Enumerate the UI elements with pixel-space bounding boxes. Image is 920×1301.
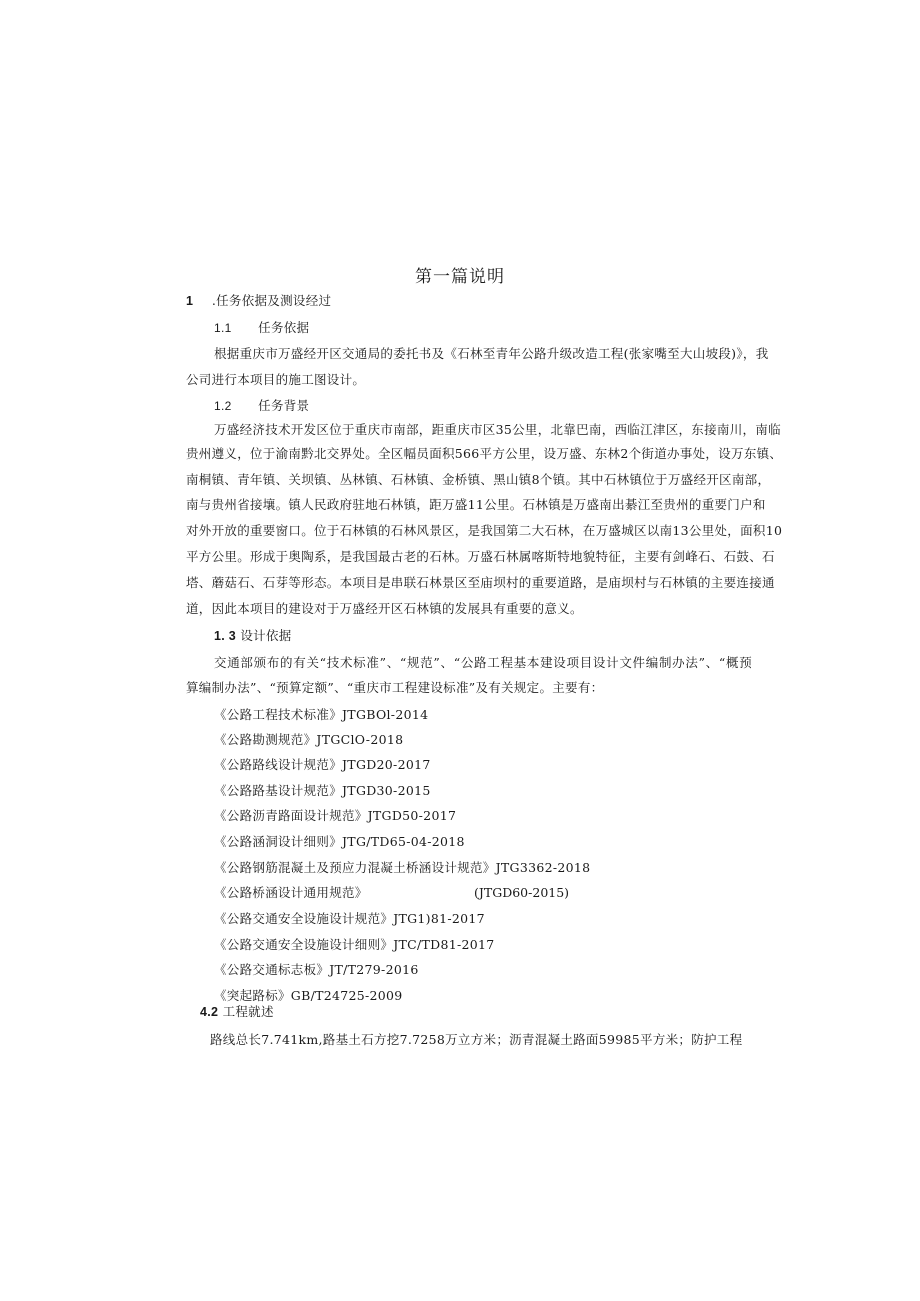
subsection-title: 工程就述 xyxy=(222,1004,274,1019)
subsection-heading-4-2 xyxy=(200,1004,274,1020)
section-heading-1 xyxy=(186,293,331,309)
section-number: 1 xyxy=(186,294,194,308)
standard-item: 《公路沥青路面设计规范》JTGD50-2017 xyxy=(214,808,457,823)
standard-item: 《公路交通安全设施设计细则》JTC/TD81-2017 xyxy=(214,937,495,952)
subsection-number: 1. 3 xyxy=(214,629,237,643)
paragraph-line: 塔、蘑菇石、石芽等形态。本项目是串联石林景区至庙坝村的重要道路，是庙坝村与石林镇的主要连接通 xyxy=(186,575,775,590)
paragraph-line: 根据重庆市万盛经开区交通局的委托书及《石林至青年公路升级改造工程(张家嘴至大山坡段)》，我 xyxy=(214,346,769,361)
subsection-number: 1.1 xyxy=(214,321,232,335)
standard-item: 《公路路线设计规范》JTGD20-2017 xyxy=(214,757,431,772)
paragraph-line: 对外开放的重要窗口。位于石林镇的石林风景区，是我国第二大石林，在万盛城区以南13公里处，面积10 xyxy=(186,523,783,538)
standard-item: 《公路钢筋混凝土及预应力混凝土桥涵设计规范》JTG3362-2018 xyxy=(214,860,591,875)
paragraph-line: 交通部颁布的有关“技术标准”、“规范”、“公路工程基本建设项目设计文件编制办法”、“概预 xyxy=(214,655,752,670)
paragraph-line: 公司进行本项目的施工图设计。 xyxy=(186,372,366,387)
standard-item: 《公路涵洞设计细则》JTG/TD65-04-2018 xyxy=(214,834,465,849)
subsection-title: 任务依据 xyxy=(258,320,310,335)
subsection-heading-1-3 xyxy=(214,628,292,644)
document-title: 第一篇说明 xyxy=(415,267,505,287)
section-title: .任务依据及测设经过 xyxy=(211,293,332,308)
subsection-number: 1.2 xyxy=(214,399,232,413)
standard-item: 《公路交通标志板》JT/T279-2016 xyxy=(214,962,419,977)
paragraph-line: 贵州遵义，位于渝南黔北交界处。全区幅员面积566平方公里，设万盛、东林2个街道办事处，设万东镇、 xyxy=(186,446,783,461)
standard-item: 《突起路标》GB/T24725-2009 xyxy=(214,988,403,1003)
subsection-title: 任务背景 xyxy=(258,398,310,413)
paragraph-line: 算编制办法”、“预算定额”、“重庆市工程建设标准”及有关规定。主要有： xyxy=(186,680,604,695)
standard-code: (JTGD60-2015) xyxy=(474,885,570,900)
standard-item: 《公路路基设计规范》JTGD30-2015 xyxy=(214,783,431,798)
paragraph-line: 南与贵州省接壤。镇人民政府驻地石林镇，距万盛11公里。石林镇是万盛南出綦江至贵州的重要门户和 xyxy=(186,497,766,512)
paragraph-line: 道，因此本项目的建设对于万盛经开区石林镇的发展具有重要的意义。 xyxy=(186,601,583,616)
paragraph-line: 路线总长7.741km,路基土石方挖7.7258万立方米；沥青混凝土路面59985平方米；防护工程 xyxy=(210,1032,743,1047)
standard-item: 《公路工程技术标准》JTGBOl-2014 xyxy=(214,707,429,722)
standard-item: 《公路交通安全设施设计规范》JTG1)81-2017 xyxy=(214,911,485,926)
paragraph-line: 万盛经济技术开发区位于重庆市南部，距重庆市区35公里，北靠巴南，西临江津区，东接南川，南临 xyxy=(214,422,781,437)
subsection-title: 设计依据 xyxy=(240,628,292,643)
standard-item: 《公路勘测规范》JTGClO-2018 xyxy=(214,732,404,747)
standard-item: 《公路桥涵设计通用规范》 xyxy=(214,885,368,900)
subsection-number: 4.2 xyxy=(200,1005,219,1019)
paragraph-line: 平方公里。形成于奥陶系，是我国最古老的石林。万盛石林属喀斯特地貌特征，主要有剑峰石、石鼓、石 xyxy=(186,549,775,564)
subsection-heading-1-2 xyxy=(214,398,309,414)
paragraph-line: 南桐镇、青年镇、关坝镇、丛林镇、石林镇、金桥镇、黑山镇8个镇。其中石林镇位于万盛经开区南部， xyxy=(186,472,771,487)
subsection-heading-1-1 xyxy=(214,320,309,336)
